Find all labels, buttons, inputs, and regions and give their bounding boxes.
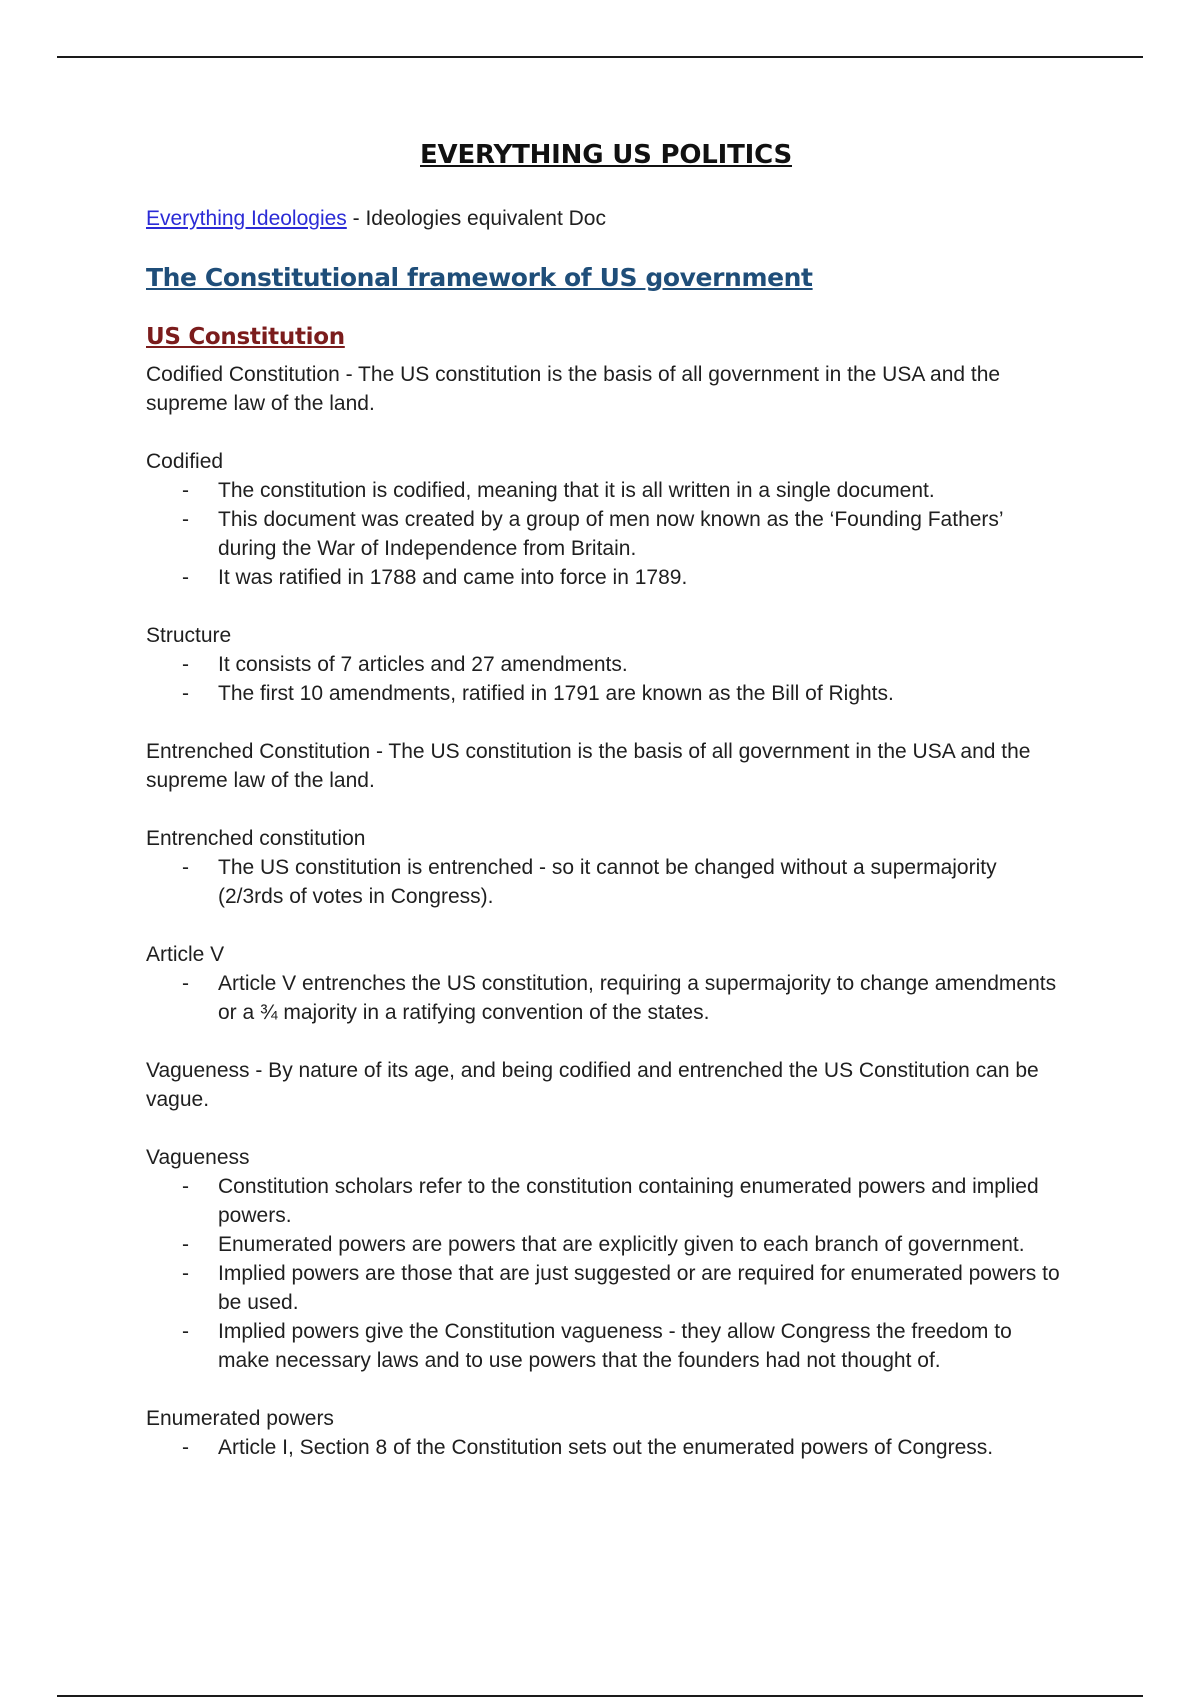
- dash-bullet: -: [182, 479, 189, 502]
- list-item-text: Enumerated powers are powers that are explicitly given to each branch of government.: [218, 1233, 1025, 1256]
- list-item: [146, 476, 1066, 505]
- entrenched-list: [146, 853, 1066, 911]
- codified-definition: Codified Constitution - The US constitution is the basis of all government in the USA and the supreme law of the land.: [146, 363, 1001, 415]
- dash-bullet: -: [182, 1262, 189, 1285]
- structure-heading: Structure: [146, 624, 232, 647]
- article-v-list: [146, 969, 1066, 1027]
- list-item-text: It was ratified in 1788 and came into force in 1789.: [218, 566, 688, 589]
- list-item: [146, 1172, 1066, 1230]
- intro-line: [146, 204, 1066, 233]
- dash-bullet: -: [182, 653, 189, 676]
- list-item-text: The first 10 amendments, ratified in 1791 are known as the Bill of Rights.: [218, 682, 894, 705]
- entrenched-heading: Entrenched constitution: [146, 827, 366, 850]
- list-item: [146, 1433, 1066, 1462]
- list-item: [146, 563, 1066, 592]
- list-item-text: It consists of 7 articles and 27 amendments.: [218, 653, 628, 676]
- vagueness-list: [146, 1172, 1066, 1375]
- vagueness-heading: Vagueness: [146, 1146, 250, 1169]
- vagueness-definition: Vagueness - By nature of its age, and being codified and entrenched the US Constitution can be vague.: [146, 1059, 1039, 1111]
- list-item: [146, 1317, 1066, 1375]
- enumerated-list: [146, 1433, 1066, 1462]
- dash-bullet: -: [182, 1320, 189, 1343]
- top-rule: [57, 56, 1143, 58]
- dash-bullet: -: [182, 1233, 189, 1256]
- article-v-heading: Article V: [146, 943, 225, 966]
- dash-bullet: -: [182, 566, 189, 589]
- list-item: [146, 505, 1066, 563]
- dash-bullet: -: [182, 682, 189, 705]
- entrenched-definition: Entrenched Constitution - The US constitution is the basis of all government in the USA and the supreme law of the land.: [146, 740, 1031, 792]
- codified-heading: Codified: [146, 450, 224, 473]
- list-item-text: The US constitution is entrenched - so it cannot be changed without a supermajority (2/3rds of votes in Congress).: [218, 856, 997, 908]
- dash-bullet: -: [182, 972, 189, 995]
- codified-list: [146, 476, 1066, 592]
- list-item-text: This document was created by a group of men now known as the ‘Founding Fathers’ during the War of Independence from Britain.: [218, 508, 1003, 560]
- list-item-text: Implied powers give the Constitution vagueness - they allow Congress the freedom to make necessary laws and to use powers that the founders had not thought of.: [218, 1320, 1012, 1372]
- list-item-text: Article I, Section 8 of the Constitution sets out the enumerated powers of Congress.: [218, 1436, 994, 1459]
- dash-bullet: -: [182, 856, 189, 879]
- enumerated-heading: Enumerated powers: [146, 1407, 334, 1430]
- intro-text: - Ideologies equivalent Doc: [346, 207, 606, 230]
- list-item: [146, 650, 1066, 679]
- list-item-text: Article V entrenches the US constitution, requiring a supermajority to change amendments or a ¾ majority in a ratifying convention of the states.: [218, 972, 1057, 1024]
- document-page: [146, 140, 1066, 1491]
- document-title: EVERYTHING US POLITICS: [420, 140, 792, 170]
- list-item-text: Implied powers are those that are just suggested or are required for enumerated powers to be used.: [218, 1262, 1060, 1314]
- list-item-text: Constitution scholars refer to the constitution containing enumerated powers and implied powers.: [218, 1175, 1039, 1227]
- list-item: [146, 1259, 1066, 1317]
- structure-list: [146, 650, 1066, 708]
- dash-bullet: -: [182, 1436, 189, 1459]
- list-item: [146, 679, 1066, 708]
- dash-bullet: -: [182, 508, 189, 531]
- bottom-rule: [57, 1695, 1143, 1697]
- section-title: The Constitutional framework of US government: [146, 263, 813, 292]
- list-item: [146, 1230, 1066, 1259]
- list-item-text: The constitution is codified, meaning that it is all written in a single document.: [218, 479, 935, 502]
- list-item: [146, 853, 1066, 911]
- everything-ideologies-link[interactable]: Everything Ideologies: [146, 207, 347, 230]
- dash-bullet: -: [182, 1175, 189, 1198]
- subsection-title: US Constitution: [146, 324, 345, 350]
- list-item: [146, 969, 1066, 1027]
